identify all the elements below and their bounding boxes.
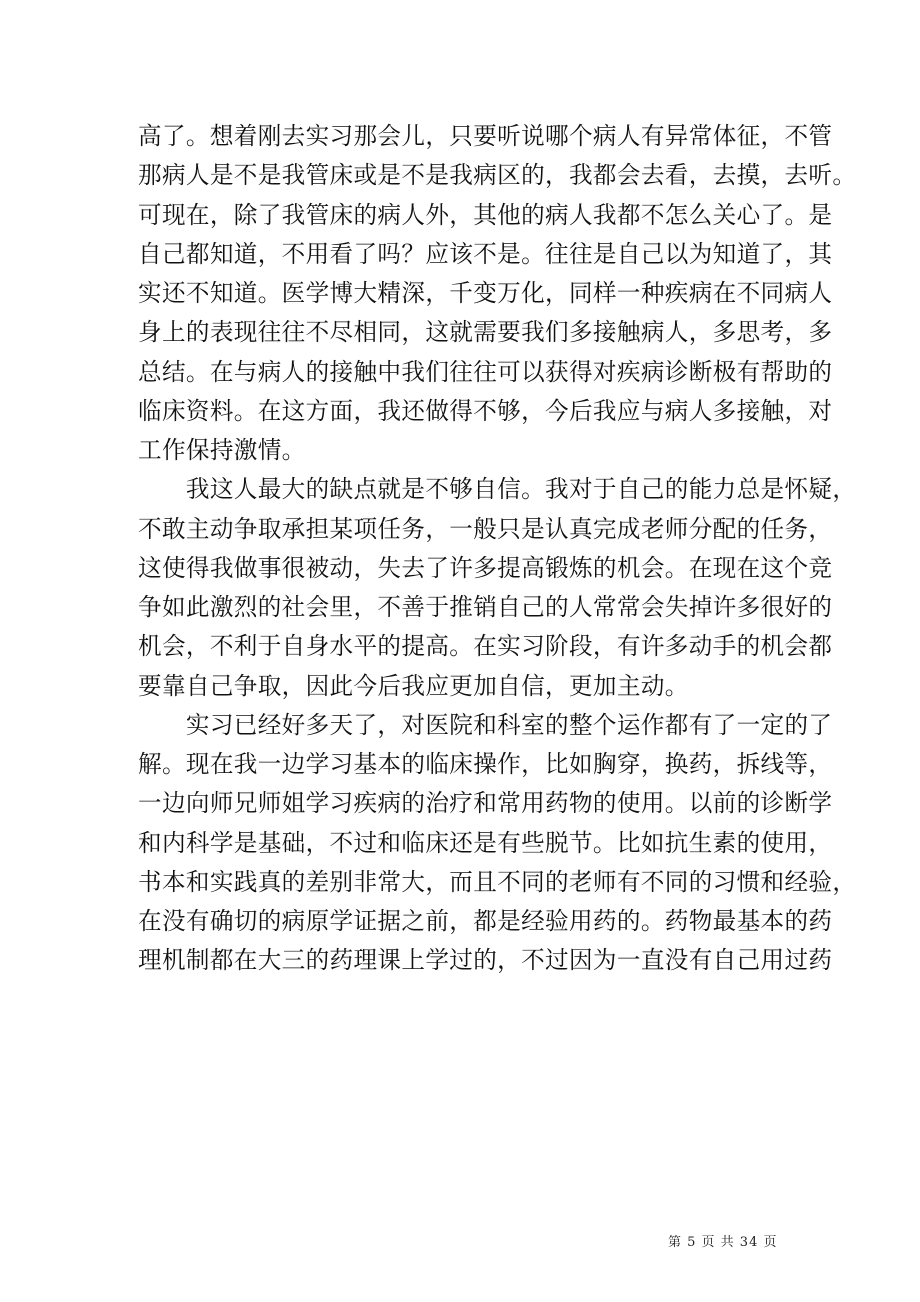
text-line: 这使得我做事很被动，失去了许多提高锻炼的机会。在现在这个竞 xyxy=(138,553,833,582)
text-line: 要靠自己争取，因此今后我应更加自信，更加主动。 xyxy=(138,671,689,700)
text-line: 工作保持激情。 xyxy=(138,436,306,464)
text-line: 临床资料。在这方面，我还做得不够，今后我应与病人多接触，对 xyxy=(138,396,833,425)
text-line: 机会，不利于自身水平的提高。在实习阶段，有许多动手的机会都 xyxy=(138,632,833,661)
text-line: 那病人是不是我管床或是不是我病区的，我都会去看，去摸，去听。 xyxy=(138,161,857,190)
page-number: 第 5 页 共 34 页 xyxy=(668,1235,778,1250)
text-line: 实习已经好多天了，对医院和科室的整个运作都有了一定的了 xyxy=(138,710,833,739)
text-line: 高了。想着刚去实习那会儿，只要听说哪个病人有异常体征，不管 xyxy=(138,122,833,150)
text-line: 我这人最大的缺点就是不够自信。我对于自己的能力总是怀疑， xyxy=(138,475,857,504)
text-line: 不敢主动争取承担某项任务，一般只是认真完成老师分配的任务， xyxy=(138,514,833,543)
text-line: 一边向师兄师姐学习疾病的治疗和常用药物的使用。以前的诊断学 xyxy=(138,789,833,818)
text-line: 在没有确切的病原学证据之前，都是经验用药的。药物最基本的药 xyxy=(138,907,833,935)
text-line: 实还不知道。医学博大精深，千变万化，同样一种疾病在不同病人 xyxy=(138,279,833,307)
text-line: 理机制都在大三的药理课上学过的，不过因为一直没有自己用过药 xyxy=(138,946,833,975)
text-line: 总结。在与病人的接触中我们往往可以获得对疾病诊断极有帮助的 xyxy=(138,357,833,386)
text-line: 身上的表现往往不尽相同，这就需要我们多接触病人，多思考，多 xyxy=(138,318,833,347)
text-line: 解。现在我一边学习基本的临床操作，比如胸穿，换药，拆线等， xyxy=(138,750,833,778)
text-line: 可现在，除了我管床的病人外，其他的病人我都不怎么关心了。是 xyxy=(138,200,833,229)
body-text xyxy=(138,117,857,981)
text-line: 和内科学是基础，不过和临床还是有些脱节。比如抗生素的使用， xyxy=(138,828,833,857)
text-line: 书本和实践真的差别非常大，而且不同的老师有不同的习惯和经验， xyxy=(138,867,857,896)
text-line: 争如此激烈的社会里，不善于推销自己的人常常会失掉许多很好的 xyxy=(138,593,833,621)
text-line: 自己都知道，不用看了吗？应该不是。往往是自己以为知道了，其 xyxy=(138,239,833,268)
